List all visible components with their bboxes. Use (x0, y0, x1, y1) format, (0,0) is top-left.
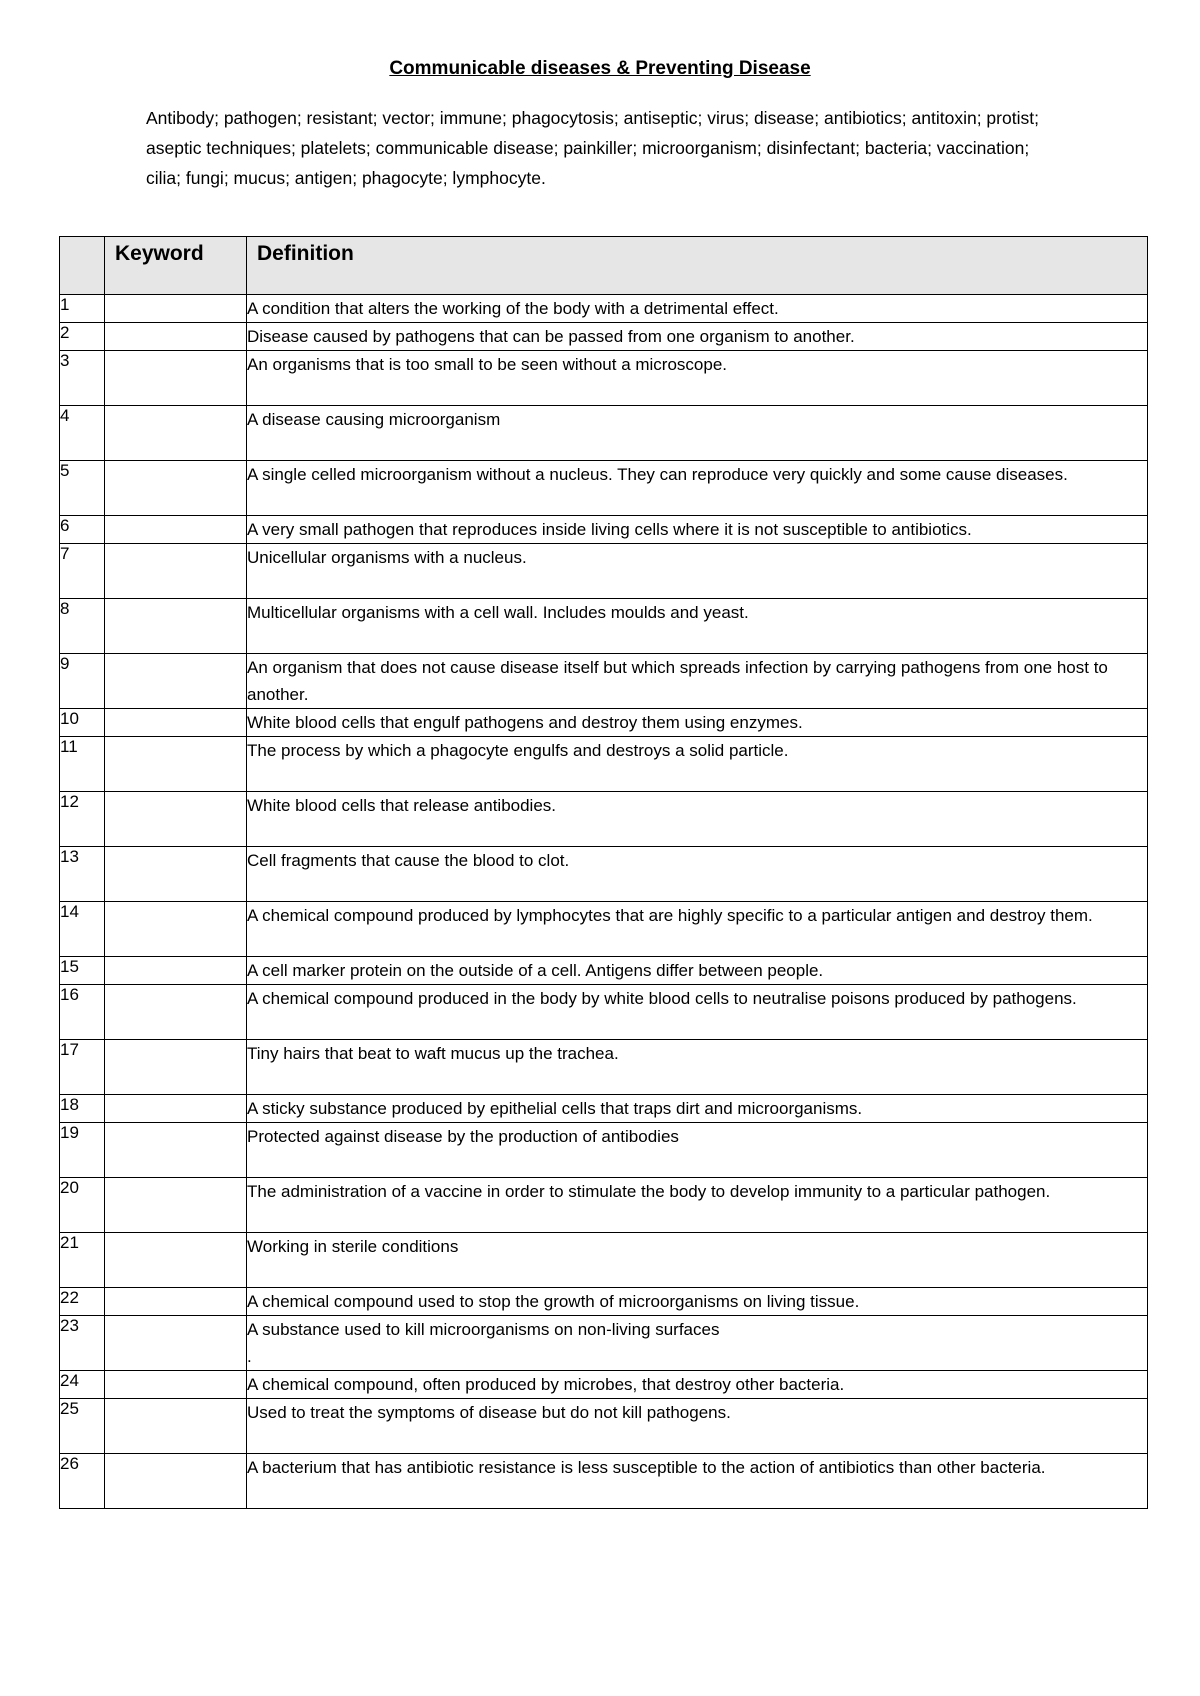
row-number: 13 (60, 847, 105, 902)
row-number: 17 (60, 1040, 105, 1095)
row-number: 4 (60, 406, 105, 461)
definition-cell: The administration of a vaccine in order to stimulate the body to develop immunity to a particular pathogen. (247, 1178, 1148, 1233)
keyword-answer-cell[interactable] (105, 351, 247, 406)
table-row (60, 544, 1148, 599)
keyword-answer-cell[interactable] (105, 1288, 247, 1316)
row-number: 7 (60, 544, 105, 599)
definition-cell: A chemical compound used to stop the growth of microorganisms on living tissue. (247, 1288, 1148, 1316)
definition-cell: Used to treat the symptoms of disease but do not kill pathogens. (247, 1399, 1148, 1454)
keyword-answer-cell[interactable] (105, 957, 247, 985)
table-row (60, 847, 1148, 902)
row-number: 1 (60, 295, 105, 323)
row-number: 19 (60, 1123, 105, 1178)
row-number: 11 (60, 737, 105, 792)
keyword-answer-cell[interactable] (105, 902, 247, 957)
table-row (60, 1454, 1148, 1509)
row-number: 8 (60, 599, 105, 654)
definition-cell: Protected against disease by the production of antibodies (247, 1123, 1148, 1178)
page-title: Communicable diseases & Preventing Disease (389, 58, 811, 79)
keyword-answer-cell[interactable] (105, 792, 247, 847)
table-row (60, 351, 1148, 406)
definition-cell: A substance used to kill microorganisms on non-living surfaces . (247, 1316, 1148, 1371)
table-row (60, 709, 1148, 737)
table-row (60, 516, 1148, 544)
definition-cell: A chemical compound produced in the body by white blood cells to neutralise poisons produced by pathogens. (247, 985, 1148, 1040)
definition-cell: The process by which a phagocyte engulfs and destroys a solid particle. (247, 737, 1148, 792)
keyword-answer-cell[interactable] (105, 295, 247, 323)
table-row (60, 1233, 1148, 1288)
row-number: 22 (60, 1288, 105, 1316)
keyword-answer-cell[interactable] (105, 599, 247, 654)
table-row (60, 902, 1148, 957)
row-number: 6 (60, 516, 105, 544)
definition-cell: A very small pathogen that reproduces inside living cells where it is not susceptible to antibiotics. (247, 516, 1148, 544)
keyword-answer-cell[interactable] (105, 1399, 247, 1454)
keyword-answer-cell[interactable] (105, 847, 247, 902)
row-number: 25 (60, 1399, 105, 1454)
row-number: 23 (60, 1316, 105, 1371)
table-row (60, 323, 1148, 351)
table-row (60, 957, 1148, 985)
table-row (60, 461, 1148, 516)
table-row (60, 1371, 1148, 1399)
table-row (60, 1288, 1148, 1316)
table-header-row (60, 237, 1148, 295)
number-column-header (60, 237, 105, 295)
word-bank: Antibody; pathogen; resistant; vector; immune; phagocytosis; antiseptic; virus; disease; antibiotics; antitoxin; protist; aseptic techniques; platelets; communicable disease; painkiller; microorganism; disinfectant; bacteria; vaccination; cilia; fungi; mucus; antigen; phagocyte; lymphocyte. (146, 108, 1039, 188)
definition-cell: A condition that alters the working of the body with a detrimental effect. (247, 295, 1148, 323)
definition-cell: A chemical compound, often produced by microbes, that destroy other bacteria. (247, 1371, 1148, 1399)
row-number: 3 (60, 351, 105, 406)
table-row (60, 295, 1148, 323)
table-row (60, 1399, 1148, 1454)
definition-cell: White blood cells that engulf pathogens and destroy them using enzymes. (247, 709, 1148, 737)
row-number: 10 (60, 709, 105, 737)
definition-cell: White blood cells that release antibodies. (247, 792, 1148, 847)
row-number: 21 (60, 1233, 105, 1288)
keyword-answer-cell[interactable] (105, 985, 247, 1040)
definition-cell: A single celled microorganism without a nucleus. They can reproduce very quickly and some cause diseases. (247, 461, 1148, 516)
keyword-answer-cell[interactable] (105, 406, 247, 461)
definition-cell: An organisms that is too small to be seen without a microscope. (247, 351, 1148, 406)
row-number: 24 (60, 1371, 105, 1399)
keyword-answer-cell[interactable] (105, 544, 247, 599)
definition-cell: Multicellular organisms with a cell wall. Includes moulds and yeast. (247, 599, 1148, 654)
definition-cell: An organism that does not cause disease itself but which spreads infection by carrying pathogens from one host to another. (247, 654, 1148, 709)
keyword-answer-cell[interactable] (105, 709, 247, 737)
keyword-answer-cell[interactable] (105, 1454, 247, 1509)
keyword-answer-cell[interactable] (105, 1095, 247, 1123)
row-number: 12 (60, 792, 105, 847)
definition-cell: Unicellular organisms with a nucleus. (247, 544, 1148, 599)
keyword-answer-cell[interactable] (105, 1123, 247, 1178)
table-row (60, 1040, 1148, 1095)
row-number: 15 (60, 957, 105, 985)
definition-cell: A cell marker protein on the outside of a cell. Antigens differ between people. (247, 957, 1148, 985)
row-number: 2 (60, 323, 105, 351)
keyword-column-header: Keyword (105, 237, 247, 295)
table-row (60, 406, 1148, 461)
keyword-answer-cell[interactable] (105, 1371, 247, 1399)
definition-cell: Working in sterile conditions (247, 1233, 1148, 1288)
row-number: 16 (60, 985, 105, 1040)
table-row (60, 1316, 1148, 1371)
definition-cell: A chemical compound produced by lymphocytes that are highly specific to a particular antigen and destroy them. (247, 902, 1148, 957)
table-row (60, 1095, 1148, 1123)
table-row (60, 654, 1148, 709)
table-row (60, 985, 1148, 1040)
row-number: 14 (60, 902, 105, 957)
definition-cell: A disease causing microorganism (247, 406, 1148, 461)
table-row (60, 792, 1148, 847)
table-row (60, 599, 1148, 654)
keyword-answer-cell[interactable] (105, 1040, 247, 1095)
row-number: 5 (60, 461, 105, 516)
table-row (60, 1123, 1148, 1178)
keyword-answer-cell[interactable] (105, 1233, 247, 1288)
row-number: 26 (60, 1454, 105, 1509)
keyword-answer-cell[interactable] (105, 516, 247, 544)
row-number: 9 (60, 654, 105, 709)
keyword-answer-cell[interactable] (105, 461, 247, 516)
definition-cell: Disease caused by pathogens that can be passed from one organism to another. (247, 323, 1148, 351)
keyword-answer-cell[interactable] (105, 654, 247, 709)
keyword-answer-cell[interactable] (105, 323, 247, 351)
row-number: 20 (60, 1178, 105, 1233)
definition-cell: A sticky substance produced by epithelial cells that traps dirt and microorganisms. (247, 1095, 1148, 1123)
row-number: 18 (60, 1095, 105, 1123)
definition-cell: A bacterium that has antibiotic resistance is less susceptible to the action of antibiotics than other bacteria. (247, 1454, 1148, 1509)
definition-cell: Cell fragments that cause the blood to clot. (247, 847, 1148, 902)
keyword-answer-cell[interactable] (105, 737, 247, 792)
table-row (60, 737, 1148, 792)
definition-cell: Tiny hairs that beat to waft mucus up the trachea. (247, 1040, 1148, 1095)
definition-column-header: Definition (247, 237, 1148, 295)
keyword-table (59, 236, 1148, 1509)
keyword-answer-cell[interactable] (105, 1178, 247, 1233)
keyword-answer-cell[interactable] (105, 1316, 247, 1371)
table-row (60, 1178, 1148, 1233)
